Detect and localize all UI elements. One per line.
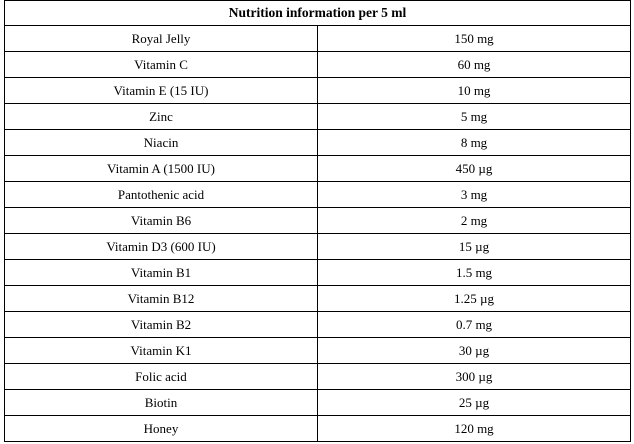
nutrient-amount: 300 µg	[318, 364, 631, 390]
table-row	[5, 260, 631, 286]
table-row	[5, 390, 631, 416]
nutrient-name: Vitamin E (15 IU)	[5, 78, 318, 104]
nutrient-amount: 2 mg	[318, 208, 631, 234]
nutrient-amount: 30 µg	[318, 338, 631, 364]
nutrient-name: Vitamin B6	[5, 208, 318, 234]
nutrient-name: Honey	[5, 416, 318, 442]
table-title: Nutrition information per 5 ml	[5, 1, 631, 26]
nutrient-amount: 150 mg	[318, 26, 631, 52]
nutrient-amount: 8 mg	[318, 130, 631, 156]
nutrient-amount: 1.5 mg	[318, 260, 631, 286]
nutrient-name: Vitamin A (1500 IU)	[5, 156, 318, 182]
nutrient-amount: 3 mg	[318, 182, 631, 208]
table-row	[5, 286, 631, 312]
table-row	[5, 416, 631, 442]
nutrient-name: Pantothenic acid	[5, 182, 318, 208]
table-row	[5, 78, 631, 104]
nutrient-amount: 120 mg	[318, 416, 631, 442]
nutrient-name: Vitamin B12	[5, 286, 318, 312]
nutrient-name: Biotin	[5, 390, 318, 416]
nutrient-amount: 5 mg	[318, 104, 631, 130]
table-row	[5, 52, 631, 78]
nutrient-name: Vitamin C	[5, 52, 318, 78]
nutrient-name: Niacin	[5, 130, 318, 156]
nutrient-name: Folic acid	[5, 364, 318, 390]
nutrient-name: Vitamin D3 (600 IU)	[5, 234, 318, 260]
nutrient-name: Vitamin K1	[5, 338, 318, 364]
nutrient-amount: 25 µg	[318, 390, 631, 416]
table-row	[5, 182, 631, 208]
table-row	[5, 312, 631, 338]
nutrient-amount: 0.7 mg	[318, 312, 631, 338]
nutrient-amount: 1.25 µg	[318, 286, 631, 312]
nutrient-name: Zinc	[5, 104, 318, 130]
nutrient-amount: 60 mg	[318, 52, 631, 78]
table-header-row	[5, 1, 631, 26]
nutrient-name: Vitamin B2	[5, 312, 318, 338]
table-row	[5, 26, 631, 52]
nutrition-table	[4, 0, 631, 442]
nutrient-amount: 450 µg	[318, 156, 631, 182]
table-row	[5, 130, 631, 156]
table-row	[5, 364, 631, 390]
table-row	[5, 338, 631, 364]
table-row	[5, 208, 631, 234]
table-row	[5, 156, 631, 182]
nutrient-amount: 10 mg	[318, 78, 631, 104]
nutrient-name: Vitamin B1	[5, 260, 318, 286]
table-row	[5, 104, 631, 130]
table-row	[5, 234, 631, 260]
nutrient-amount: 15 µg	[318, 234, 631, 260]
nutrient-name: Royal Jelly	[5, 26, 318, 52]
